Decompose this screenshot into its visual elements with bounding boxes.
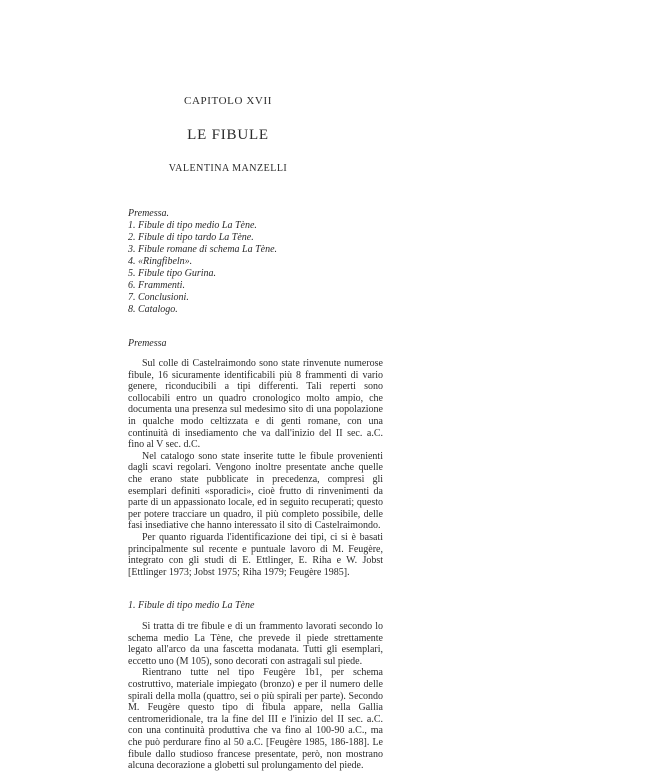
section-1-body — [128, 621, 383, 772]
toc-item: 5. Fibule tipo Gurina. — [128, 268, 217, 279]
premessa-body — [128, 358, 383, 578]
chapter-label: CAPITOLO XVII — [184, 95, 272, 107]
section-heading-1: 1. Fibule di tipo medio La Tène — [128, 600, 255, 611]
section-heading-premessa: Premessa — [128, 338, 167, 349]
paragraph: Si tratta di tre fibule e di un frammento lavorati secondo lo schema medio La Tène, che prevede il piede strettamente legato all'arco da una fascetta modanata. Tutti gli esemplari, eccetto uno (M 105), sono decorati con astragali sul piede. — [128, 621, 383, 667]
toc-item: 3. Fibule romane di schema La Tène. — [128, 244, 278, 255]
toc-item: 6. Frammenti. — [128, 280, 185, 291]
paragraph: Rientrano tutte nel tipo Feugère 1b1, per schema costruttivo, materiale impiegato (bronzo) e per il numero delle spirali della molla (quattro, sei o più spirali per parte). Secondo M. Feugère questo tipo di fibula appare, nella Gallia centromeridionale, tra la fine del III e l'inizio del II sec. a.C. con una continuità produttiva che va fino al 100-90 a.C., ma che può perdurare fino al 50 a.C. [Feugère 1985, 186-188]. Le fibule dallo studioso francese presentate, però, non mostrano alcuna decorazione a globetti sul prolungamento del piede. — [128, 667, 383, 772]
toc-item: 2. Fibule di tipo tardo La Tène. — [128, 232, 254, 243]
toc-item: 1. Fibule di tipo medio La Tène. — [128, 220, 257, 231]
paragraph: Sul colle di Castelraimondo sono state rinvenute numerose fibule, 16 sicuramente identificabili più 8 frammenti di vario genere, riconducibili a tipi differenti. Tali reperti sono collocabili entro un quadro cronologico molto ampio, che documenta una presenza sul medesimo sito di una popolazione in qualche modo celtizzata e di genti romane, con una continuità di insediamento che va dall'inizio del II sec. a.C. fino al V sec. d.C. — [128, 358, 383, 451]
toc-item: 4. «Ringfibeln». — [128, 256, 193, 267]
toc-item: 7. Conclusioni. — [128, 292, 189, 303]
table-of-contents — [128, 208, 383, 316]
author-name: VALENTINA MANZELLI — [168, 163, 288, 174]
paragraph: Per quanto riguarda l'identificazione dei tipi, ci si è basati principalmente sul recente e puntuale lavoro di M. Feugère, integrato con gli studi di E. Ettlinger, E. Riha e W. Jobst [Ettlinger 1973; Jobst 1975; Riha 1979; Feugère 1985]. — [128, 531, 383, 578]
toc-item: 8. Catalogo. — [128, 304, 178, 315]
toc-item: Premessa. — [128, 208, 170, 219]
paragraph: Nel catalogo sono state inserite tutte le fibule provenienti dagli scavi regolari. Vengono inoltre presentate anche quelle che erano state pubblicate in precedenza, compresi gli esemplari definiti «sporadici», cioè frutto di rinvenimenti da parte di un appassionato locale, ed in seguito recuperati; questo per potere tracciare un quadro, il più completo possibile, delle fasi insediative che hanno interessato il sito di Castelraimondo. — [128, 450, 383, 532]
chapter-title: LE FIBULE — [187, 127, 269, 143]
